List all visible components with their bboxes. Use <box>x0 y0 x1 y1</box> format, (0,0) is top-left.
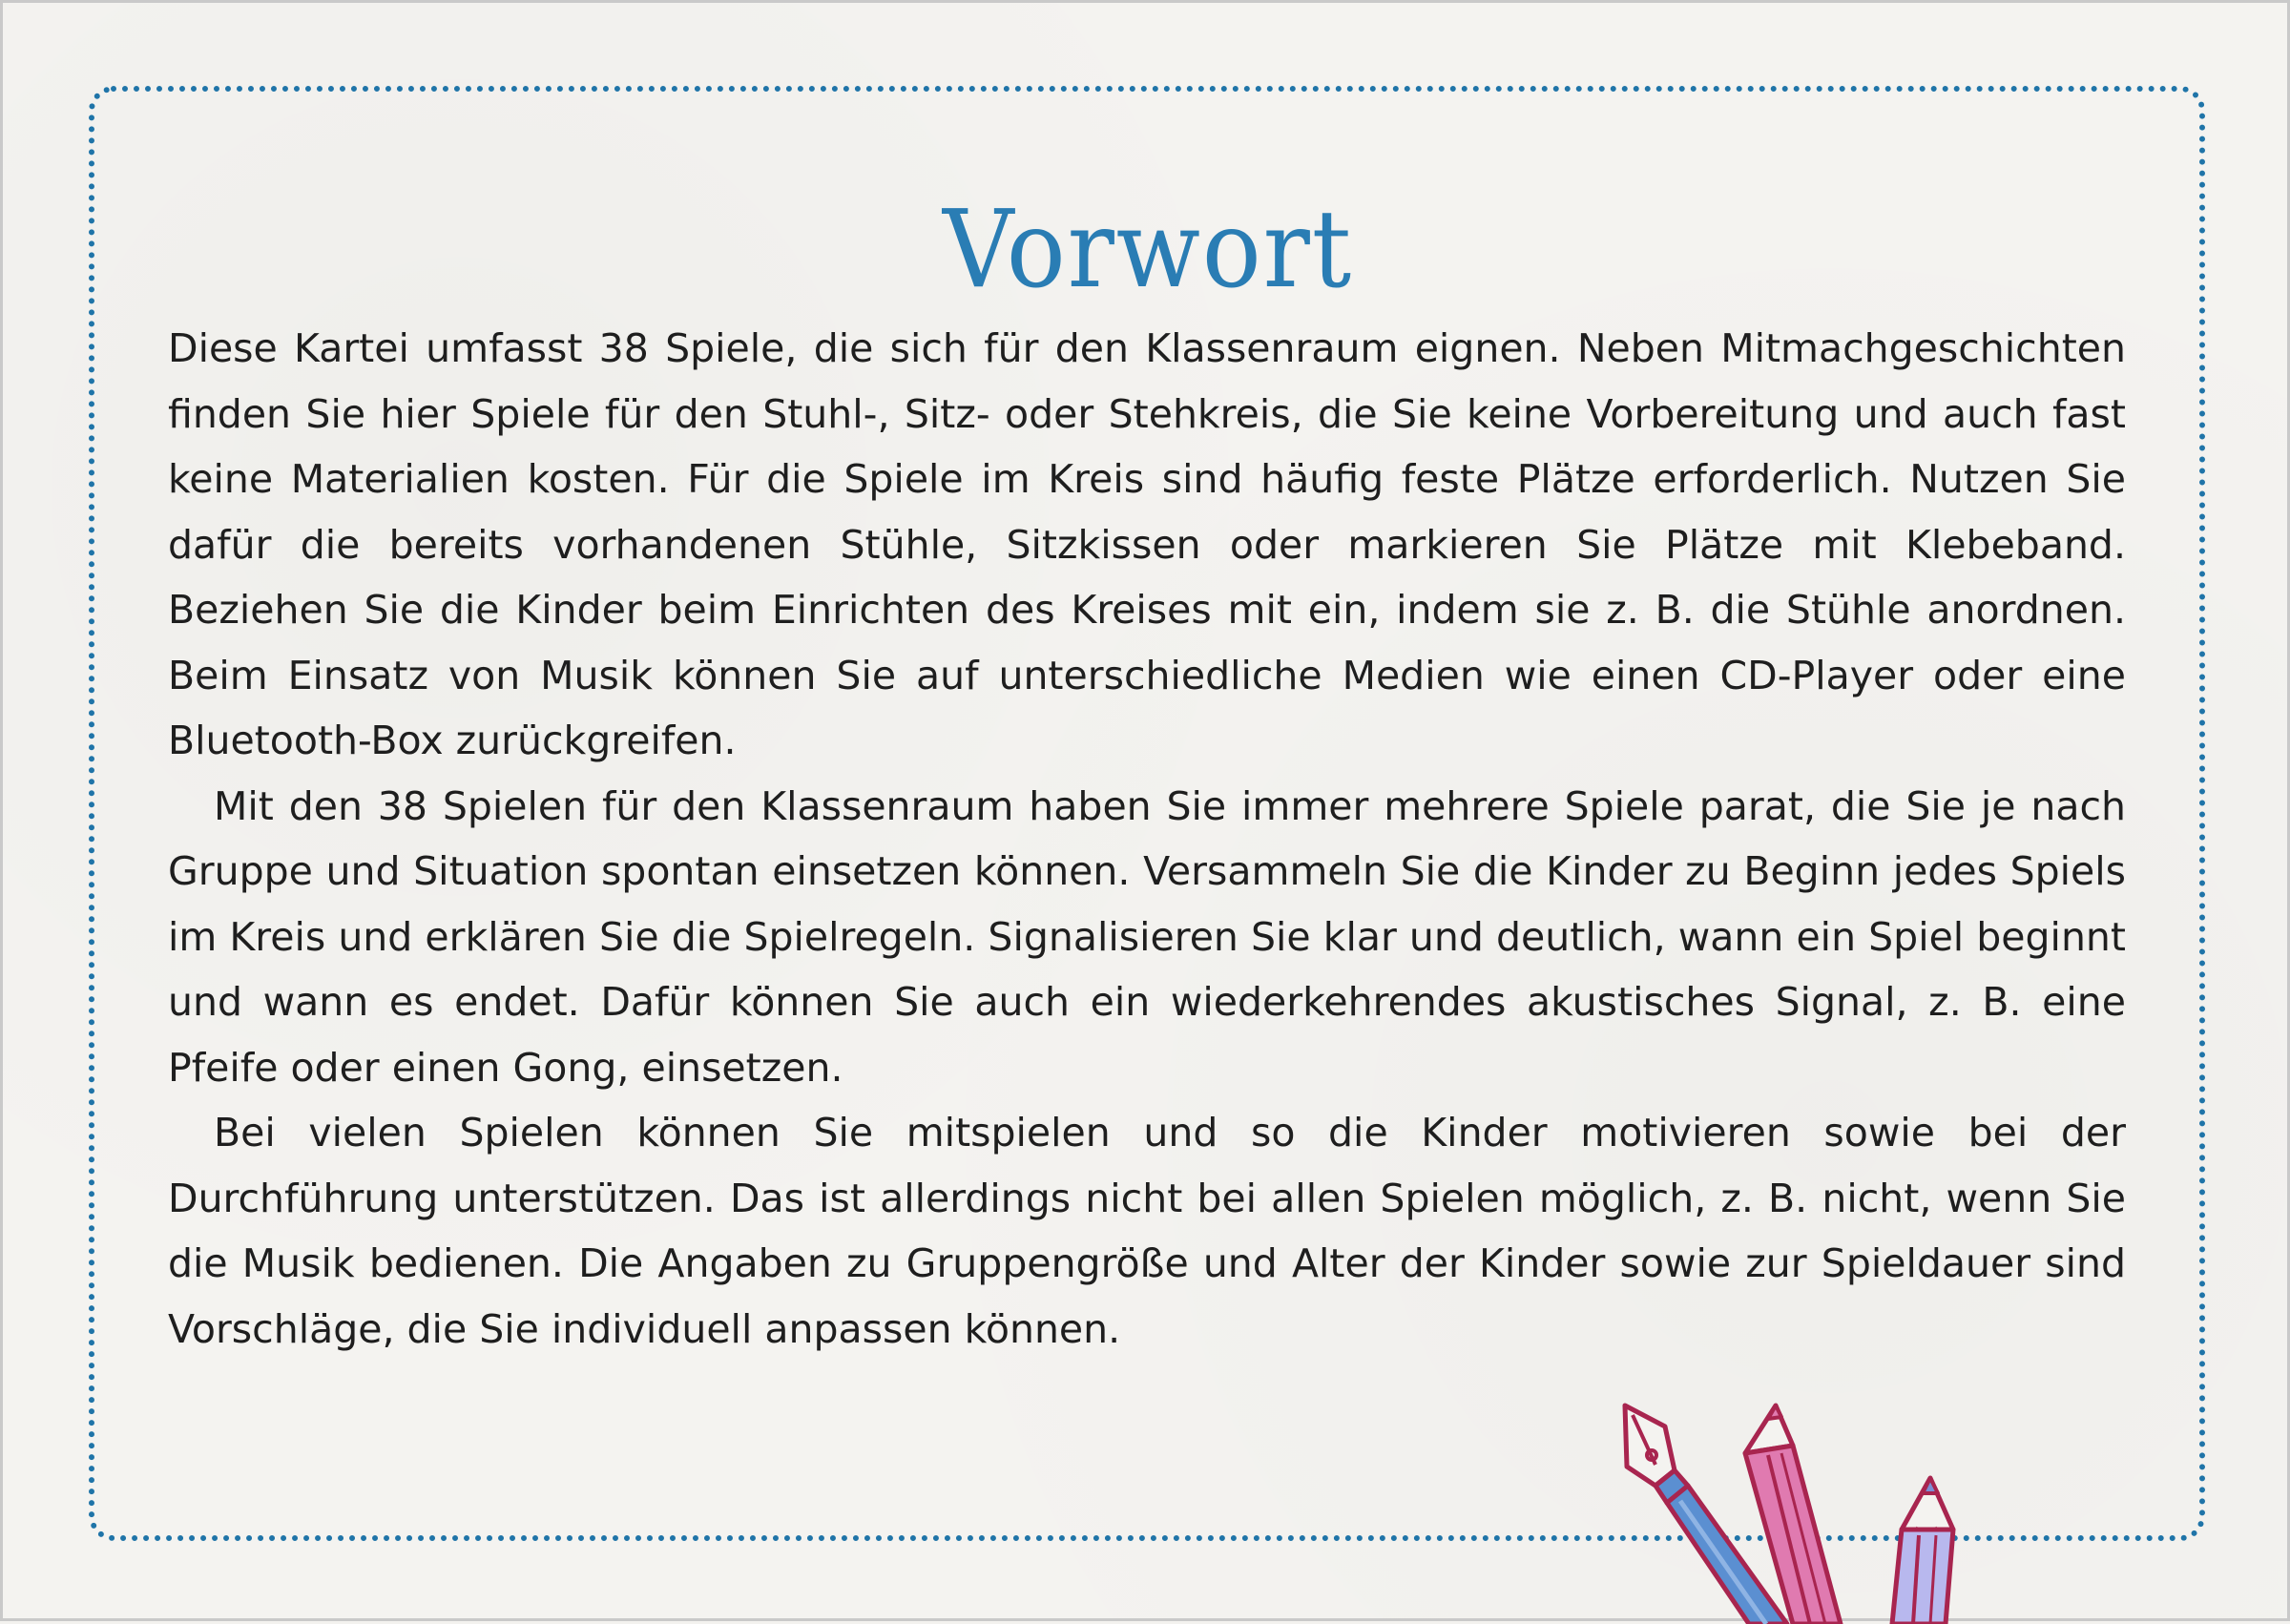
paragraph-3: Bei vielen Spielen können Sie mitspielen und so die Kinder motivieren sowie bei der Durchführung unterstützen. Das ist allerdings nicht bei allen Spielen möglich, z. B. nicht, wenn Sie die Musik bedienen. Die Angaben zu Gruppengröße und Alter der Kinder sowie zur Spieldauer sind Vorschläge, die Sie individuell anpassen können. <box>168 1110 2126 1352</box>
lavender-pencil-icon <box>1892 1478 1953 1624</box>
paragraph-1: Diese Kartei umfasst 38 Spiele, die sich für den Klassenraum eignen. Neben Mitmachgeschichten finden Sie hier Spiele für den Stuhl-, Sitz- oder Stehkreis, die Sie keine Vorbereitung und auch fast keine Materialien kosten. Für die Spiele im Kreis sind häufig feste Plätze erforderlich. Nutzen Sie dafür die bereits vorhandenen Stühle, Sitzkissen oder markieren Sie Plätze mit Klebeband. Beziehen Sie die Kinder beim Einrichten des Kreises mit ein, indem sie z. B. die Stühle anordnen. Beim Einsatz von Musik können Sie auf unterschiedliche Medien wie einen CD-Player oder eine Bluetooth-Box zurückgreifen. <box>168 325 2126 763</box>
preface-text <box>168 316 2126 1362</box>
paragraph-2: Mit den 38 Spielen für den Klassenraum haben Sie immer mehrere Spiele parat, die Sie je nach Gruppe und Situation spontan einsetzen können. Versammeln Sie die Kinder zu Beginn jedes Spiels im Kreis und erklären Sie die Spielregeln. Signalisieren Sie klar und deutlich, wann ein Spiel beginnt und wann es endet. Dafür können Sie auch ein wiederkehrendes akustisches Signal, z. B. eine Pfeife oder einen Gong, einsetzen. <box>168 782 2126 1091</box>
stationery-illustration <box>1606 1386 2007 1624</box>
page-title: Vorwort <box>942 188 1354 313</box>
